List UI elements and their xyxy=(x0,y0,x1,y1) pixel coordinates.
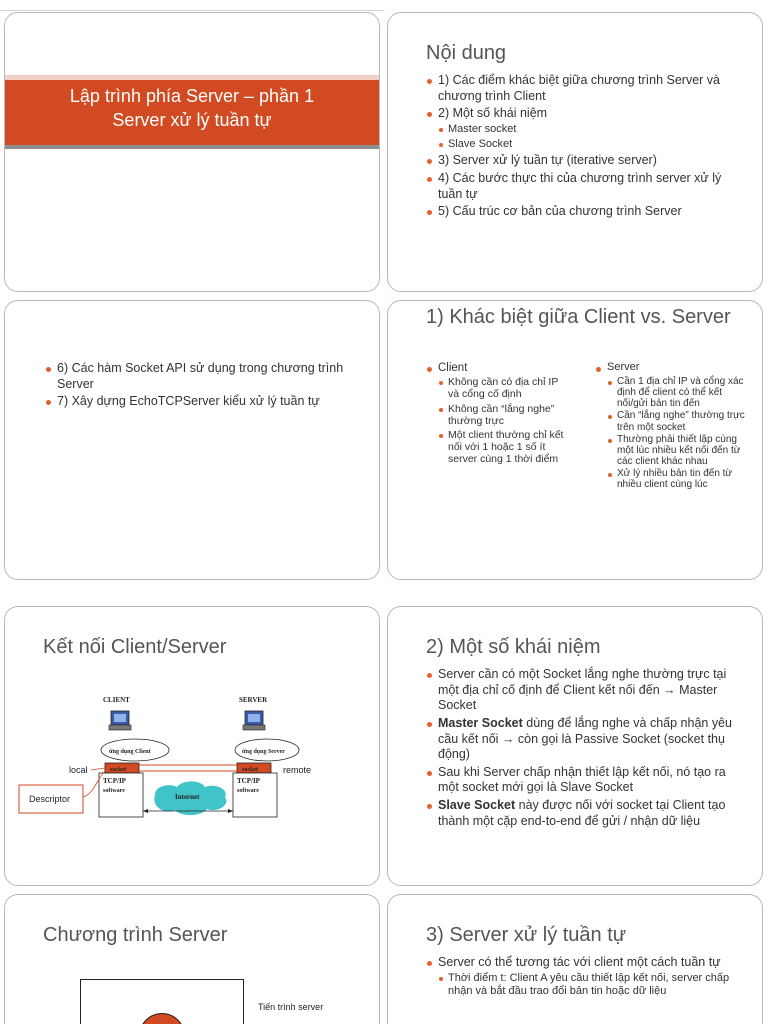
diff-slide[interactable] xyxy=(387,300,763,580)
title-line-1: Lập trình phía Server – phần 1 xyxy=(69,86,315,106)
server-label: Server xyxy=(607,361,640,373)
client-item: Một client thường chỉ kết nối với 1 hoặc 1 số ít server cùng 1 thời điểm xyxy=(438,429,566,465)
server-item: Cần 1 địa chỉ IP và cổng xác định để client có thể kết nối/gửi bản tin đến xyxy=(607,376,747,410)
sub-item: Master socket xyxy=(438,123,738,136)
server-socket-label: socket xyxy=(242,767,258,773)
sub-item: Slave Socket xyxy=(438,138,738,151)
server-app-label: ứng dụng Server xyxy=(242,749,285,755)
diff-title: 1) Khác biệt giữa Client vs. Server xyxy=(426,306,731,328)
list-item xyxy=(426,667,738,714)
server-computer-icon xyxy=(243,711,265,730)
list-item: 7) Xây dựng EchoTCPServer kiểu xử lý tuần tự xyxy=(45,394,359,410)
server-list xyxy=(607,376,747,491)
internet-label: Internet xyxy=(175,793,200,801)
server-software-label: software xyxy=(237,788,259,794)
list-item xyxy=(426,716,738,763)
term-slave-socket: Slave Socket xyxy=(438,798,516,812)
list-item xyxy=(426,204,738,220)
contents2-list xyxy=(45,361,359,412)
client-server-diagram xyxy=(5,687,379,867)
list-item: 6) Các hàm Socket API sử dụng trong chương trình Server xyxy=(45,361,359,392)
client-software-label: software xyxy=(103,788,125,794)
client-list xyxy=(438,376,566,464)
list-item-text: Server có thể tương tác với client một cách tuần tự xyxy=(438,955,721,969)
list-item xyxy=(426,171,738,202)
server-item: Thường phải thiết lập cùng một lúc nhiều kết nối đến từ các client khác nhau xyxy=(607,434,747,468)
client-heading xyxy=(426,361,566,465)
list-item-text: 3) Server xử lý tuần tự (iterative server) xyxy=(438,153,657,168)
iterative-slide[interactable] xyxy=(387,894,763,1024)
list-item-text: 4) Các bước thực thi của chương trình server xử lý tuần tự xyxy=(438,170,722,201)
server-heading xyxy=(595,361,747,491)
server-program-slide[interactable] xyxy=(4,894,380,1024)
contents2-slide[interactable] xyxy=(4,300,380,580)
title-slide[interactable] xyxy=(4,12,380,292)
client-tcpip-label: TCP/IP xyxy=(103,777,126,785)
list-item xyxy=(426,153,738,169)
local-pointer xyxy=(91,768,105,770)
concepts-title: 2) Một số khái niệm xyxy=(426,636,601,658)
iterative-title: 3) Server xử lý tuần tự xyxy=(426,924,627,946)
client-item: Không cần “lắng nghe” thường trực xyxy=(438,403,566,427)
concepts-list xyxy=(426,667,738,831)
list-item xyxy=(426,955,738,998)
server-column xyxy=(595,361,747,493)
contents-title: Nội dung xyxy=(426,42,507,64)
contents-slide[interactable] xyxy=(387,12,763,292)
sub-item: Thời điểm t: Client A yêu cầu thiết lập kết nối, server chấp nhận và bắt đầu trao đổi bản tin hoặc dữ liệu xyxy=(438,972,738,998)
server-tcpip-label: TCP/IP xyxy=(237,777,260,785)
client-app-label: ứng dụng Client xyxy=(109,749,151,755)
client-item: Không cần có địa chỉ IP và cổng cố định xyxy=(438,376,566,400)
descriptor-label: Descriptor xyxy=(29,794,71,804)
sub-list xyxy=(438,123,738,151)
list-item xyxy=(426,73,738,104)
server-item: Cần “lắng nghe” thường trực trên một socket xyxy=(607,410,747,432)
list-item xyxy=(426,765,738,796)
list-item-text: này được nối với socket tại Client tạo thành một cặp end-to-end để gửi / nhận dữ liệu xyxy=(438,798,726,828)
server-item: Xử lý nhiều bản tin đến từ nhiều client cùng lúc xyxy=(607,468,747,490)
local-label: local xyxy=(69,765,88,775)
list-item-text: Server cần có một Socket lắng nghe thường trực tại một địa chỉ cố định để Client kết nối đến → Master Socket xyxy=(438,667,727,713)
top-divider xyxy=(0,10,384,11)
term-master-socket: Master Socket xyxy=(438,715,523,730)
internet-arrow-left xyxy=(143,809,148,813)
client-socket-label: socket xyxy=(110,767,126,773)
internet-arrow-right xyxy=(228,809,233,813)
title-banner xyxy=(5,75,379,149)
list-item xyxy=(426,106,738,151)
contents-list xyxy=(426,73,738,222)
sub-list xyxy=(438,972,738,998)
client-column xyxy=(426,361,566,467)
list-item-text: 5) Cấu trúc cơ bản của chương trình Server xyxy=(438,204,682,219)
server-program-title: Chương trình Server xyxy=(43,924,228,946)
remote-label: remote xyxy=(283,765,312,775)
list-item-text: 1) Các điểm khác biệt giữa chương trình Server và chương trình Client xyxy=(438,73,721,103)
client-label: Client xyxy=(438,362,468,374)
server-process-label: Tiến trình server xyxy=(258,1002,324,1012)
list-item-text: Sau khi Server chấp nhận thiết lập kết nối, nó tạo ra một socket mới gọi là Slave Socket xyxy=(438,764,726,795)
concepts-slide[interactable] xyxy=(387,606,763,886)
client-computer-icon xyxy=(109,711,131,730)
list-item xyxy=(426,798,738,829)
list-item-text: 2) Một số khái niệm xyxy=(438,106,548,121)
server-label: SERVER xyxy=(239,696,268,704)
title-line-2: Server xử lý tuần tự xyxy=(112,109,272,130)
iterative-list xyxy=(426,955,738,1000)
connect-title: Kết nối Client/Server xyxy=(43,636,227,658)
list-item-text: dùng để lắng nghe và chấp nhận yêu cầu kết nối → còn gọi là Passive Socket (socket thụ động) xyxy=(438,715,732,762)
connect-slide[interactable] xyxy=(4,606,380,886)
client-label: CLIENT xyxy=(103,696,130,704)
